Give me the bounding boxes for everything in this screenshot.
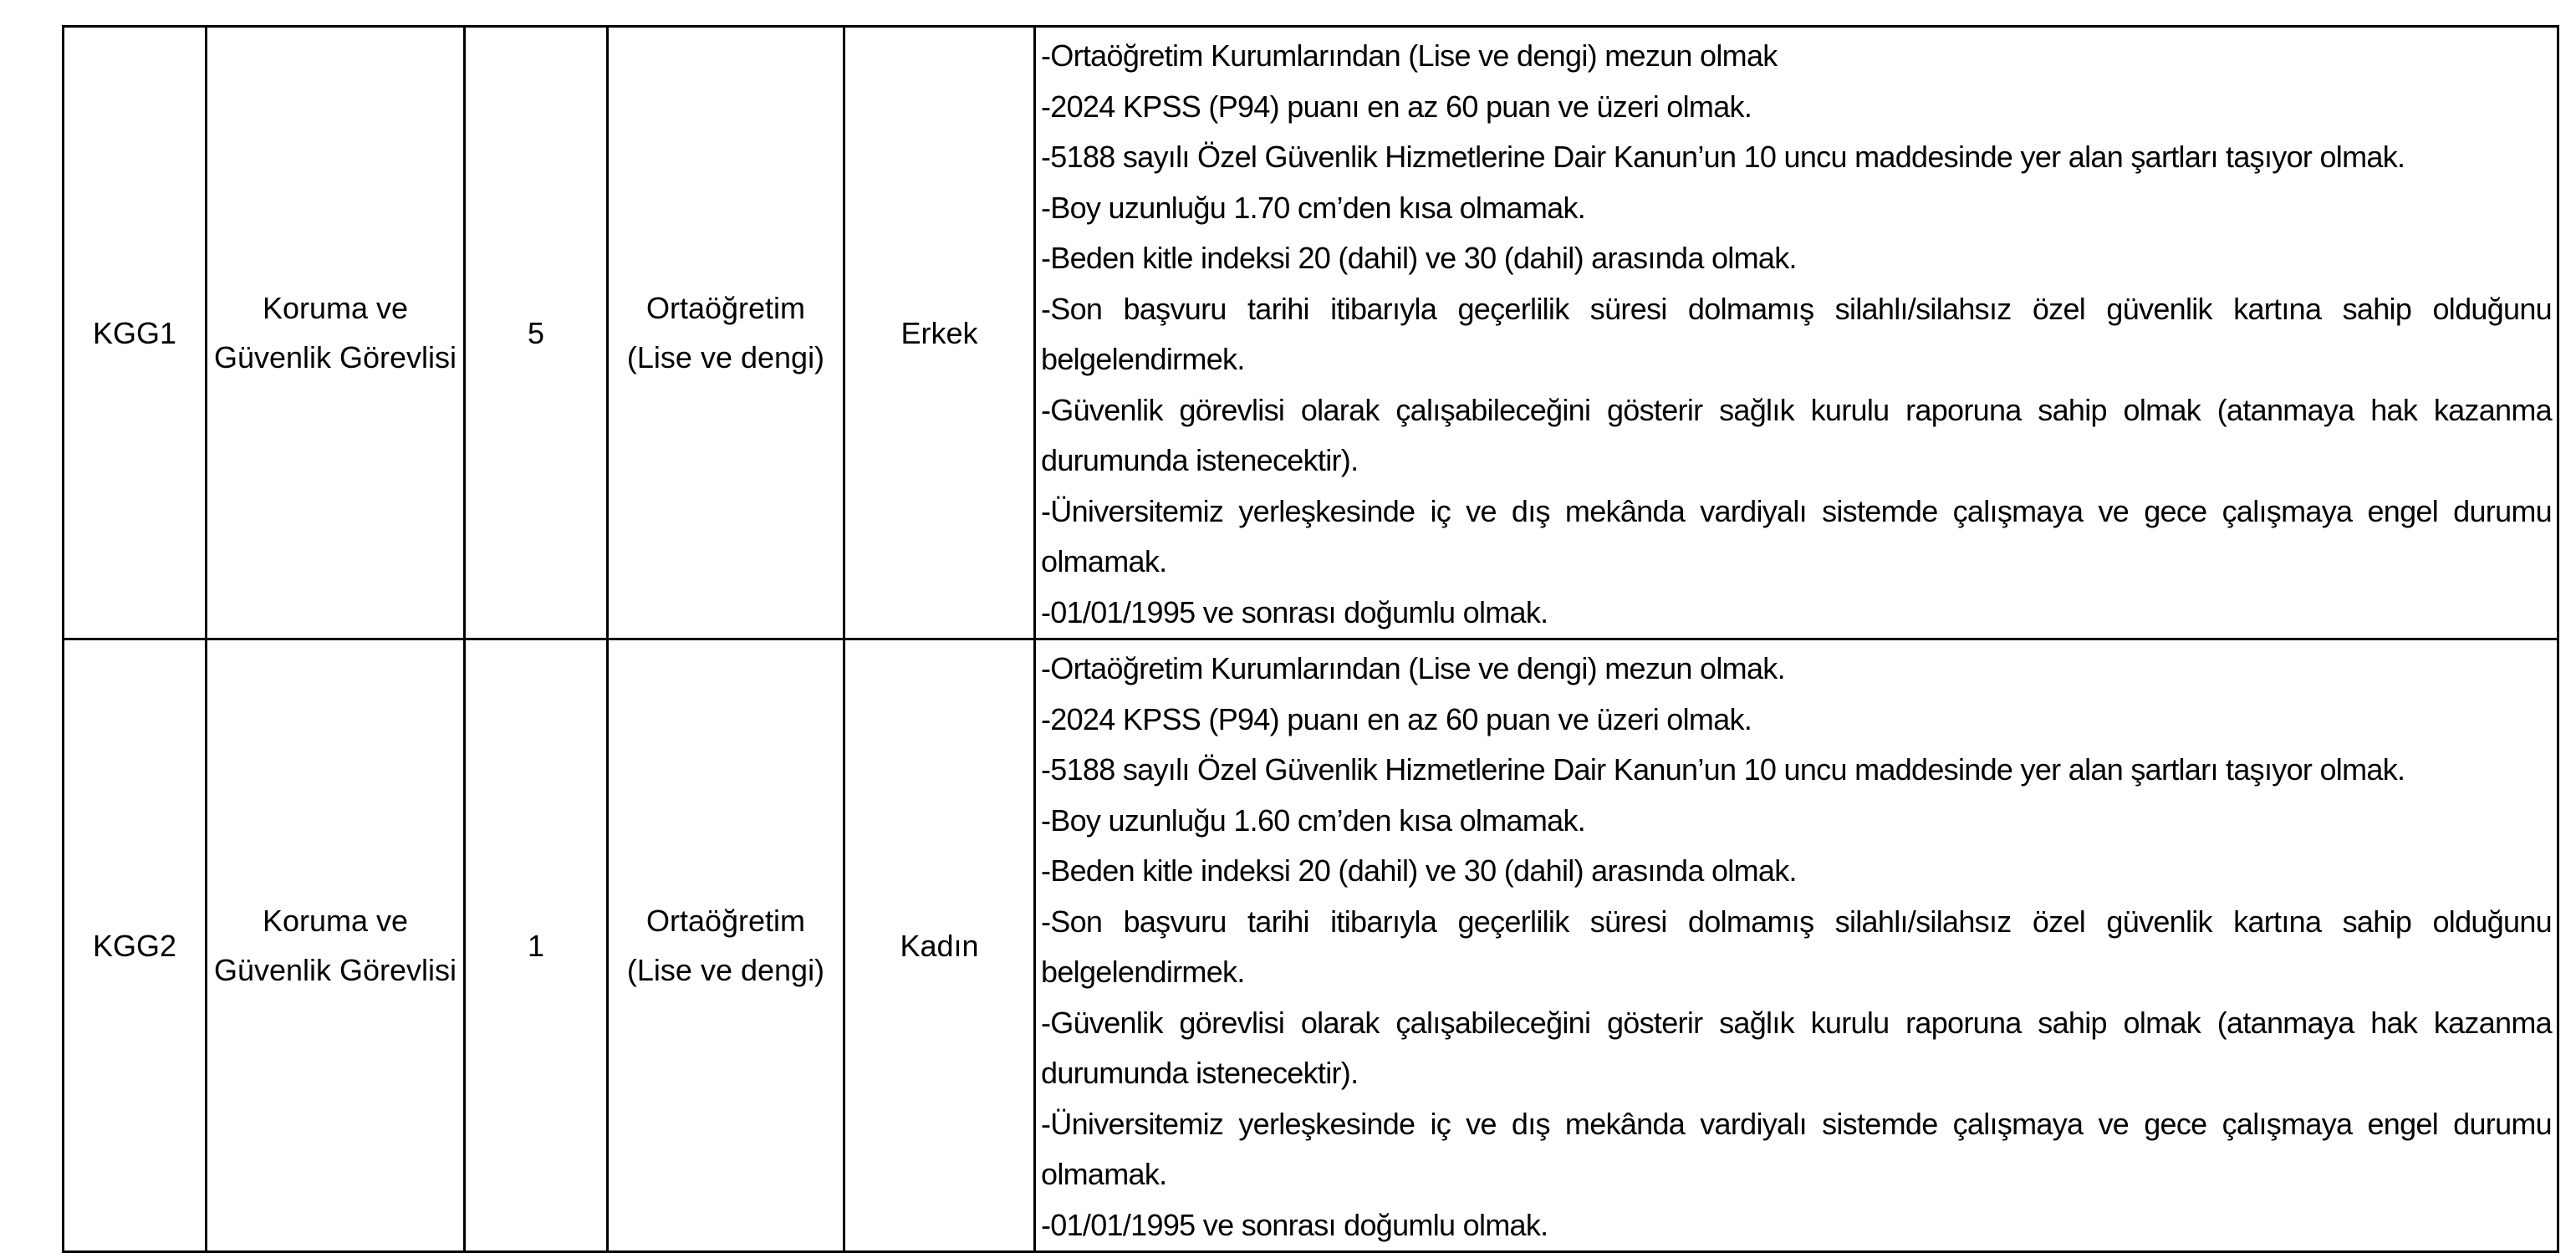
requirement-item: -Beden kitle indeksi 20 (dahil) ve 30 (dahil) arasında olmak. (1041, 241, 1797, 275)
position-count: 5 (465, 27, 608, 639)
gender: Erkek (844, 27, 1035, 639)
position-title-line: Koruma ve (262, 291, 409, 325)
table-row (64, 27, 2558, 639)
requirement-item: -Beden kitle indeksi 20 (dahil) ve 30 (dahil) arasında olmak. (1041, 853, 1797, 888)
requirement-item: -2024 KPSS (P94) puanı en az 60 puan ve üzeri olmak. (1041, 701, 1752, 736)
position-code: KGG1 (64, 27, 207, 639)
positions-table (62, 25, 2559, 1253)
requirement-item: -01/01/1995 ve sonrası doğumlu olmak. (1041, 1207, 1548, 1242)
position-title-line: Güvenlik Görevlisi (213, 953, 457, 987)
requirement-item: -Güvenlik görevlisi olarak çalışabileceğini gösterir sağlık kurulu raporuna sahip olmak (atanmaya hak kazanma durumunda istenecektir). (1041, 1005, 2552, 1090)
education-line: (Lise ve dengi) (626, 340, 825, 374)
position-count: 1 (465, 639, 608, 1252)
education-line: Ortaöğretim (645, 291, 806, 325)
requirement-item: -Boy uzunluğu 1.60 cm’den kısa olmamak. (1041, 802, 1586, 838)
requirement-item: -Boy uzunluğu 1.70 cm’den kısa olmamak. (1041, 190, 1586, 225)
requirement-item: -Güvenlik görevlisi olarak çalışabileceğini gösterir sağlık kurulu raporuna sahip olmak (atanmaya hak kazanma durumunda istenecektir). (1041, 392, 2552, 477)
education-level (608, 639, 844, 1252)
position-code: KGG2 (64, 639, 207, 1252)
requirements-cell (1035, 639, 2558, 1252)
gender: Kadın (844, 639, 1035, 1252)
position-title (207, 27, 465, 639)
requirement-item: -Son başvuru tarihi itibarıyla geçerlilik süresi dolmamış silahlı/silahsız özel güvenlik kartına sahip olduğunu belgelendirmek. (1041, 291, 2552, 376)
requirement-item: -2024 KPSS (P94) puanı en az 60 puan ve üzeri olmak. (1041, 89, 1752, 124)
requirement-item: -5188 sayılı Özel Güvenlik Hizmetlerine Dair Kanun’un 10 uncu maddesinde yer alan şartları taşıyor olmak. (1041, 140, 2405, 174)
position-title (207, 639, 465, 1252)
requirement-item: -Ortaöğretim Kurumlarından (Lise ve dengi) mezun olmak. (1041, 651, 1785, 685)
education-line: Ortaöğretim (645, 904, 806, 938)
requirement-item: -Üniversitemiz yerleşkesinde iç ve dış mekânda vardiyalı sistemde çalışmaya ve gece çalışmaya engel durumu olmamak. (1041, 1106, 2552, 1191)
education-line: (Lise ve dengi) (626, 953, 825, 987)
requirement-item: -Ortaöğretim Kurumlarından (Lise ve dengi) mezun olmak (1041, 38, 1778, 73)
position-title-line: Koruma ve (262, 904, 409, 938)
requirement-item: -Üniversitemiz yerleşkesinde iç ve dış mekânda vardiyalı sistemde çalışmaya ve gece çalışmaya engel durumu olmamak. (1041, 493, 2552, 578)
education-level (608, 27, 844, 639)
requirement-item: -Son başvuru tarihi itibarıyla geçerlilik süresi dolmamış silahlı/silahsız özel güvenlik kartına sahip olduğunu belgelendirmek. (1041, 904, 2552, 989)
position-title-line: Güvenlik Görevlisi (213, 340, 457, 374)
table-row (64, 639, 2558, 1252)
requirement-item: -5188 sayılı Özel Güvenlik Hizmetlerine Dair Kanun’un 10 uncu maddesinde yer alan şartları taşıyor olmak. (1041, 752, 2405, 787)
requirements-cell (1035, 27, 2558, 639)
requirement-item: -01/01/1995 ve sonrası doğumlu olmak. (1041, 594, 1548, 629)
